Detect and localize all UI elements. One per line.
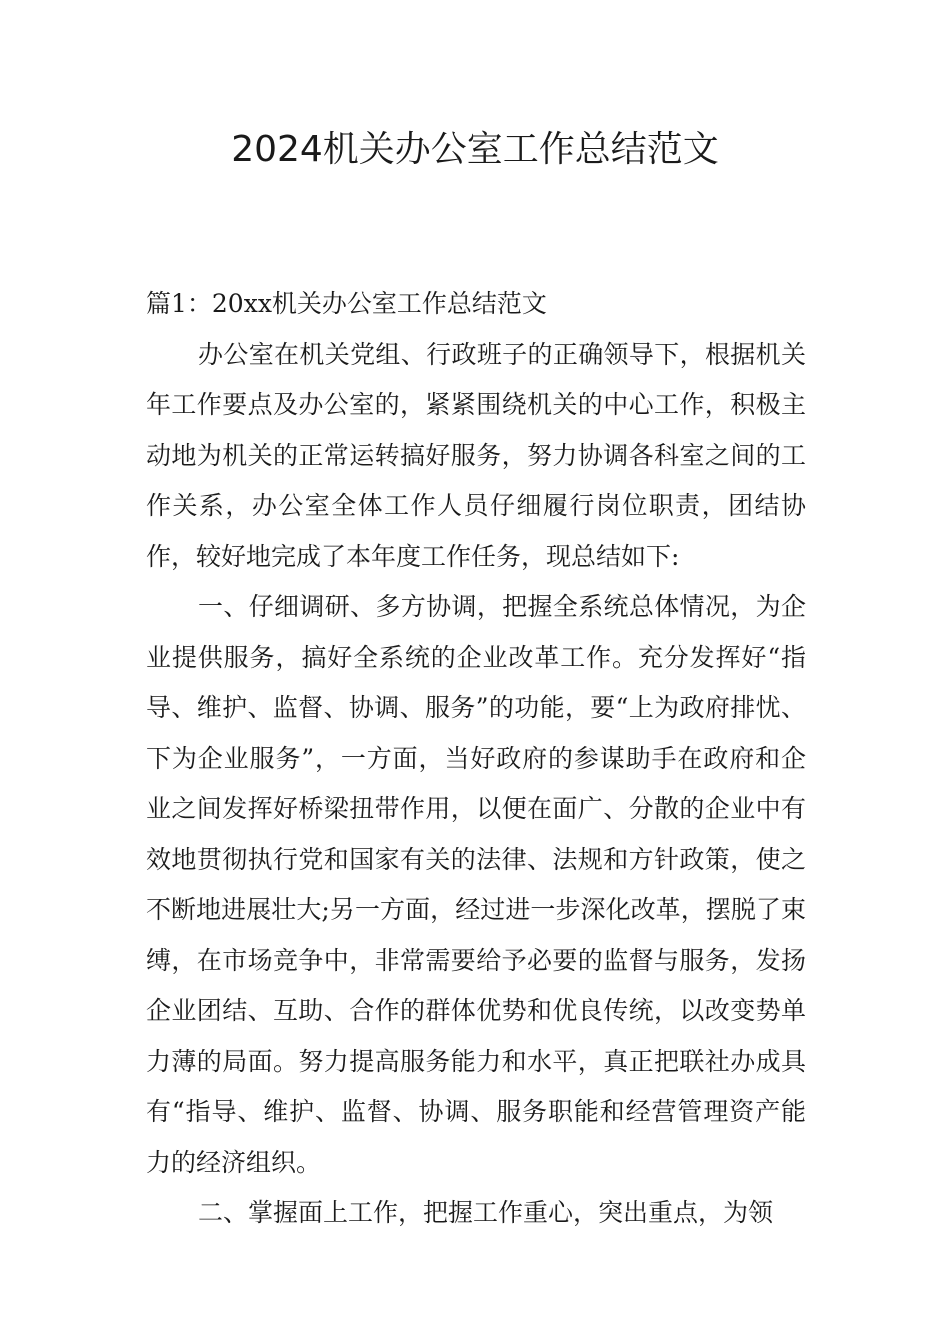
paragraph-intro: 办公室在机关党组、行政班子的正确领导下，根据机关年工作要点及办公室的，紧紧围绕机关的中心工作，积极主动地为机关的正常运转搞好服务，努力协调各科室之间的工作关系，办公室全体工作人员仔细履行岗位职责，团结协作，较好地完成了本年度工作任务，现总结如下: <box>146 339 806 571</box>
document-title: 2024机关办公室工作总结范文 <box>231 129 719 170</box>
section-heading: 篇1：20xx机关办公室工作总结范文 <box>146 289 547 318</box>
paragraph-item-two: 二、掌握面上工作，把握工作重心，突出重点，为领 <box>198 1198 774 1227</box>
paragraph-item-one: 一、仔细调研、多方协调，把握全系统总体情况，为企业提供服务，搞好全系统的企业改革工作。充分发挥好“指导、维护、监督、协调、服务”的功能，要“上为政府排忧、下为企业服务”，一方面，当好政府的参谋助手在政府和企业之间发挥好桥梁扭带作用，以便在面广、分散的企业中有效地贯彻执行党和国家有关的法律、法规和方针政策，使之不断地进展壮大;另一方面，经过进一步深化改革，摆脱了束缚，在市场竞争中，非常需要给予必要的监督与服务，发扬企业团结、互助、合作的群体优势和优良传统，以改变势单力薄的局面。努力提高服务能力和水平，真正把联社办成具有“指导、维护、监督、协调、服务职能和经营管理资产能力的经济组织。 <box>146 592 806 1177</box>
document-body <box>146 279 806 1239</box>
